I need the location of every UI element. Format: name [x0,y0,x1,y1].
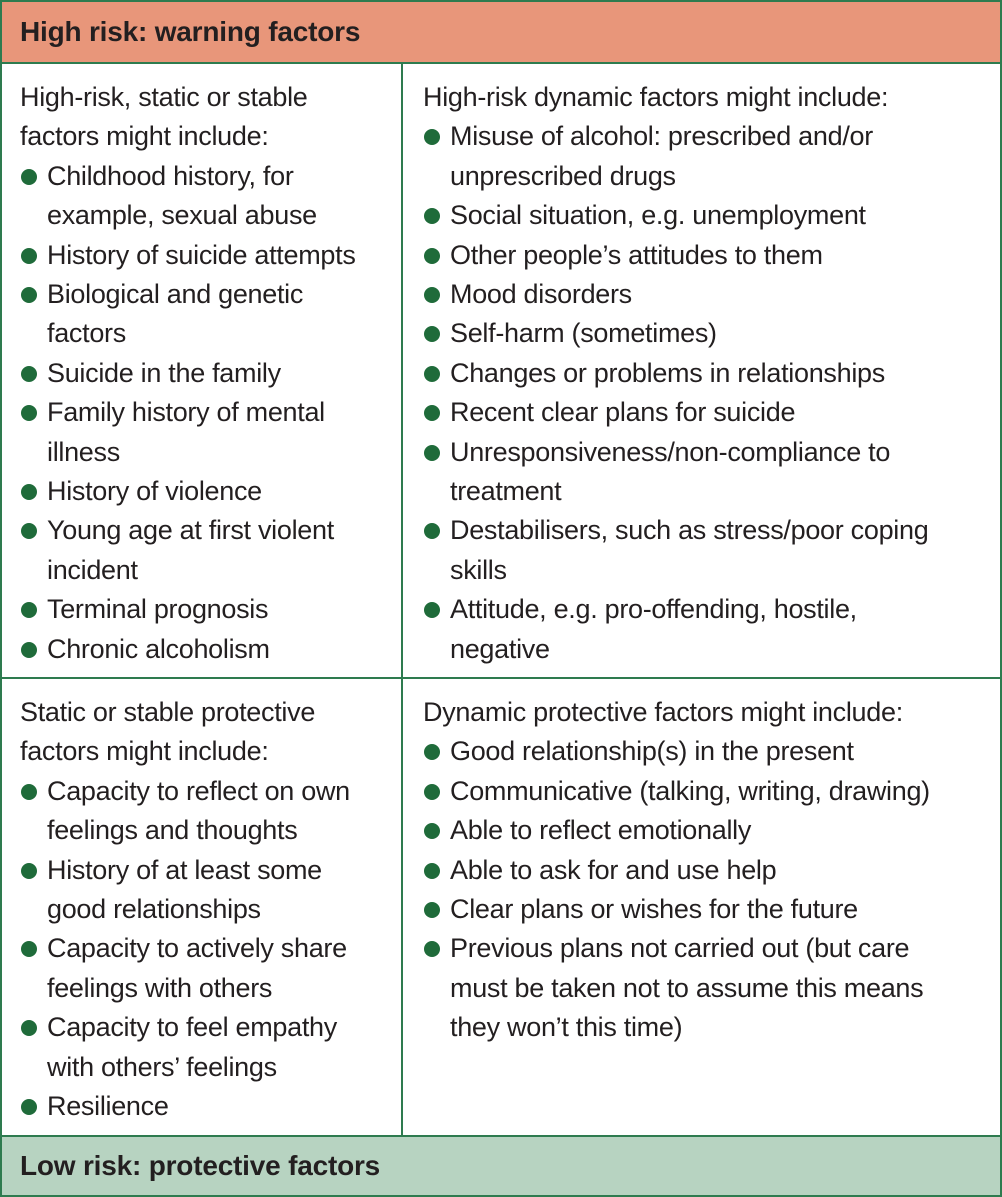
list-item [20,236,401,275]
bullet-icon [424,287,440,303]
item-text: Childhood history, for [47,160,294,191]
list-item [20,1008,401,1087]
bullet-icon [424,902,440,918]
cell-static-risk [2,64,403,679]
list-item [423,929,1000,1047]
list-item [20,1087,401,1126]
intro-line: Dynamic protective factors might include: [423,697,903,727]
item-text: skills [450,554,507,585]
bullet-icon [21,248,37,264]
bullet-icon [21,523,37,539]
bullet-icon [21,405,37,421]
item-text: Previous plans not carried out (but care [450,933,910,964]
list-item [20,929,401,1008]
bullet-icon [21,484,37,500]
cell-intro [20,693,401,772]
bullet-icon [21,169,37,185]
list-item [423,196,1000,235]
footer-title: Low risk: protective factors [2,1135,1000,1195]
item-text: example, sexual abuse [47,200,317,231]
list-item [423,117,1000,196]
list-item [423,772,1000,811]
item-text: Able to reflect emotionally [450,815,752,846]
list-item [423,851,1000,890]
item-text: good relationships [47,894,261,925]
list-item [20,772,401,851]
factor-list [20,157,401,669]
item-text: Attitude, e.g. pro-offending, hostile, [450,594,857,625]
bullet-icon [424,248,440,264]
bullet-icon [424,326,440,342]
list-item [20,590,401,629]
header-title: High risk: warning factors [2,2,1000,64]
list-item [20,472,401,511]
cell-intro [20,78,401,157]
item-text: Good relationship(s) in the present [450,736,854,767]
bullet-icon [21,287,37,303]
list-item [20,157,401,236]
bullet-icon [424,129,440,145]
bullet-icon [21,863,37,879]
item-text: Destabilisers, such as stress/poor coping [450,515,929,546]
list-item [423,590,1000,669]
list-item [423,890,1000,929]
item-text: Recent clear plans for suicide [450,397,796,428]
list-item [423,732,1000,771]
list-item [423,314,1000,353]
item-text: Suicide in the family [47,357,281,388]
item-text: unprescribed drugs [450,160,676,191]
list-item [20,354,401,393]
item-text: History of violence [47,476,262,507]
bullet-icon [21,784,37,800]
item-text: Other people’s attitudes to them [450,239,823,270]
item-text: Capacity to reflect on own [47,775,350,806]
list-item [20,511,401,590]
factor-list [423,732,1000,1047]
item-text: Family history of mental [47,397,325,428]
list-item [423,433,1000,512]
cell-dynamic-risk [403,64,1000,679]
item-text: Capacity to feel empathy [47,1012,337,1043]
bullet-icon [424,823,440,839]
item-text: Clear plans or wishes for the future [450,894,858,925]
intro-line: factors might include: [20,121,269,152]
item-text: must be taken not to assume this means [450,972,924,1003]
item-text: Capacity to actively share [47,933,347,964]
list-item [20,393,401,472]
bullet-icon [424,523,440,539]
list-item [423,393,1000,432]
list-item [423,811,1000,850]
item-text: Able to ask for and use help [450,854,777,885]
bullet-icon [21,1020,37,1036]
list-item [423,275,1000,314]
cell-static-protective [2,679,403,1135]
bullet-icon [21,1099,37,1115]
item-text: History of at least some [47,854,322,885]
item-text: Social situation, e.g. unemployment [450,200,866,231]
item-text: Terminal prognosis [47,594,269,625]
bullet-icon [424,784,440,800]
list-item [20,851,401,930]
item-text: History of suicide attempts [47,239,356,270]
item-text: Unresponsiveness/non-compliance to [450,436,891,467]
item-text: Misuse of alcohol: prescribed and/or [450,121,873,152]
item-text: with others’ feelings [47,1051,277,1082]
bullet-icon [424,863,440,879]
list-item [20,275,401,354]
bullet-icon [424,405,440,421]
bullet-icon [424,744,440,760]
item-text: Resilience [47,1091,169,1122]
item-text: Self-harm (sometimes) [450,318,717,349]
item-text: treatment [450,476,562,507]
item-text: feelings and thoughts [47,815,298,846]
factor-list [20,772,401,1127]
cell-intro [423,78,1000,117]
bullet-icon [21,366,37,382]
cell-intro [423,693,1000,732]
item-text: negative [450,633,550,664]
factor-list [423,117,1000,669]
intro-line: Static or stable protective [20,697,316,727]
bullet-icon [424,941,440,957]
list-item [423,236,1000,275]
bullet-icon [424,366,440,382]
bullet-icon [424,208,440,224]
bullet-icon [21,642,37,658]
bullet-icon [21,941,37,957]
item-text: Biological and genetic [47,279,304,310]
bullet-icon [424,602,440,618]
item-text: illness [47,436,120,467]
item-text: incident [47,554,138,585]
item-text: Changes or problems in relationships [450,357,885,388]
item-text: Mood disorders [450,279,632,310]
item-text: feelings with others [47,972,273,1003]
list-item [423,354,1000,393]
item-text: Young age at first violent [47,515,334,546]
item-text: Communicative (talking, writing, drawing) [450,775,930,806]
bullet-icon [21,602,37,618]
list-item [20,630,401,669]
item-text: factors [47,318,126,349]
cell-dynamic-protective [403,679,1000,1135]
item-text: they won’t this time) [450,1012,683,1043]
item-text: Chronic alcoholism [47,633,270,664]
list-item [423,511,1000,590]
intro-line: High-risk dynamic factors might include: [423,82,889,112]
intro-line: High-risk, static or stable [20,82,308,112]
bullet-icon [424,445,440,461]
intro-line: factors might include: [20,736,269,767]
